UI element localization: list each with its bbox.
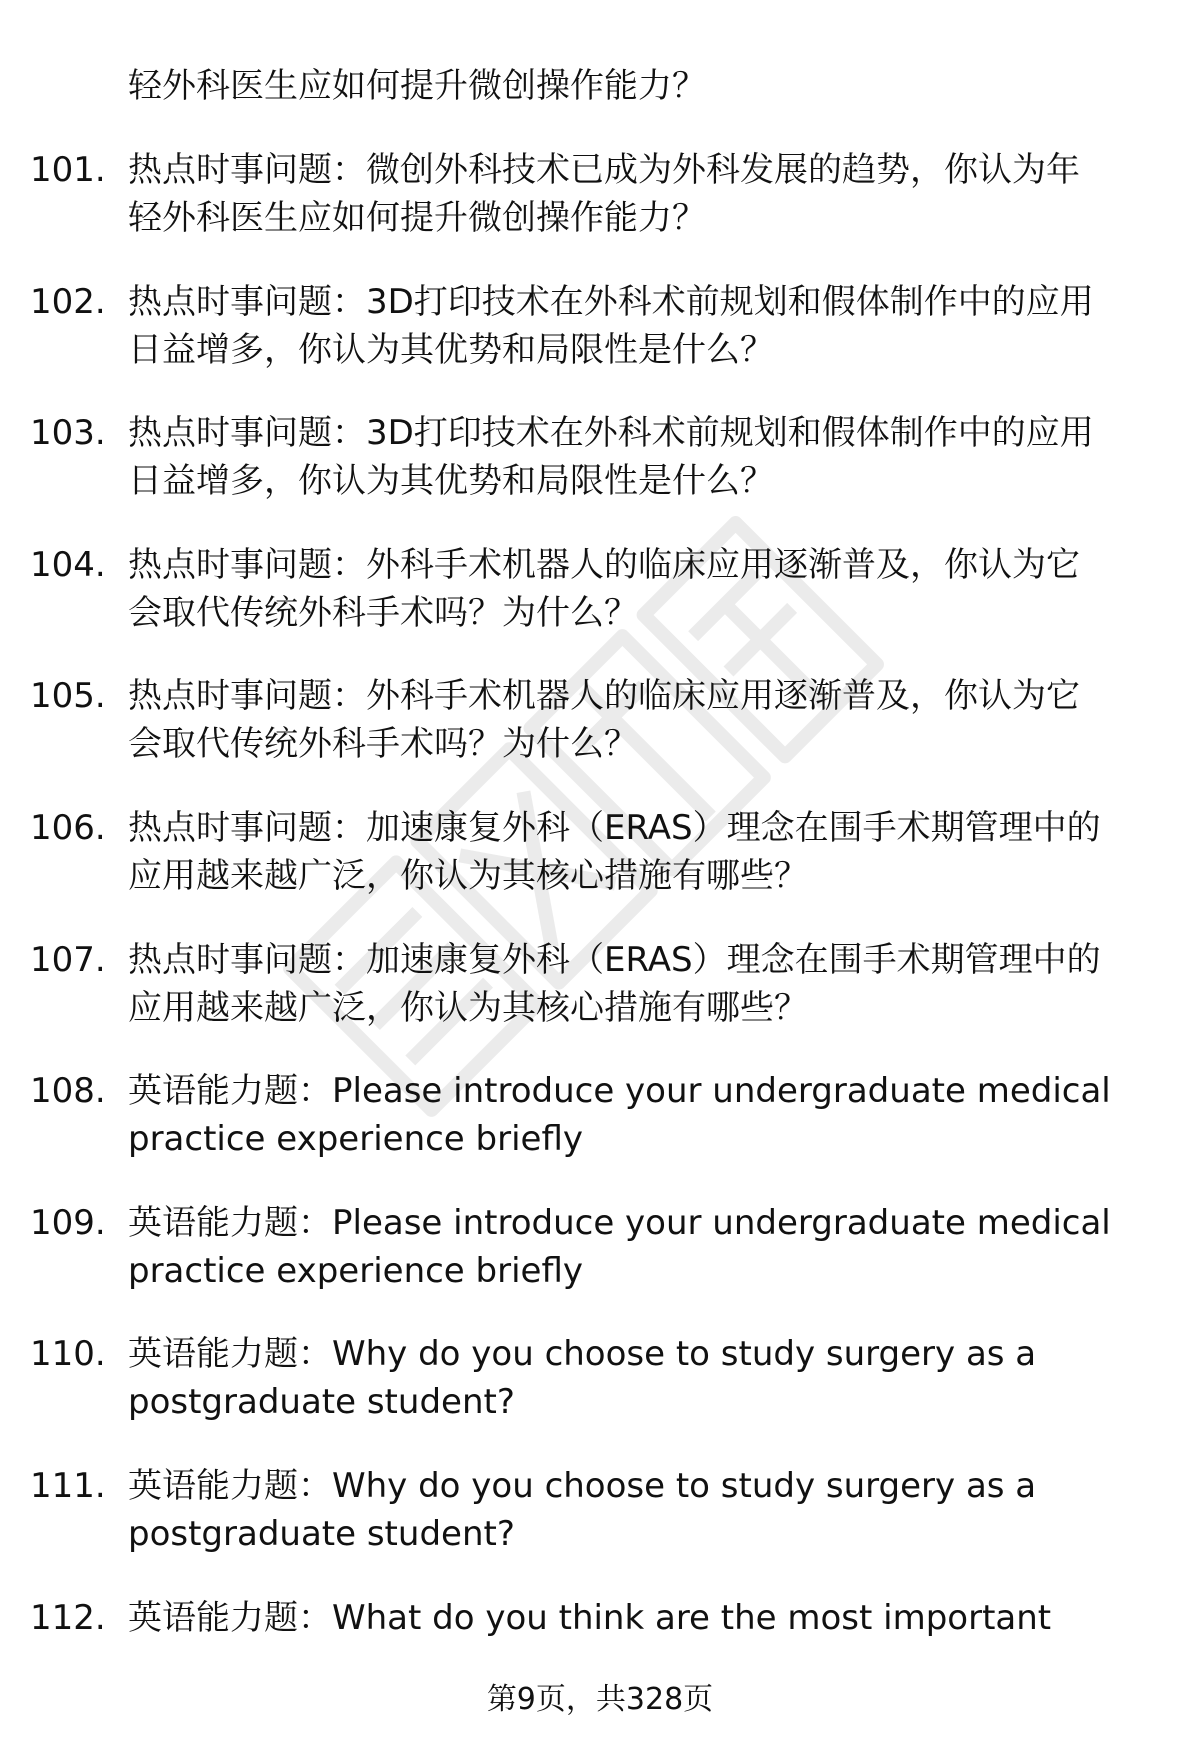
question-number: 105. — [30, 676, 106, 717]
question-text-line: 英语能力题：Please introduce your undergraduate medical — [128, 1071, 1111, 1112]
question-text-line: 会取代传统外科手术吗？为什么？ — [128, 592, 638, 633]
question-number: 104. — [30, 544, 106, 585]
question-list — [0, 146, 1200, 1725]
continuation-line: 轻外科医生应如何提升微创操作能力？ — [128, 66, 706, 106]
question-number: 103. — [30, 413, 106, 454]
question-text-line: 英语能力题：Please introduce your undergraduate medical — [128, 1202, 1111, 1243]
question-text-line: 英语能力题：Why do you choose to study surgery as a — [128, 1334, 1037, 1375]
question-number: 109. — [30, 1202, 106, 1243]
question-text-line: 日益增多，你认为其优势和局限性是什么？ — [128, 461, 774, 502]
question-text-line: postgraduate student? — [128, 1513, 515, 1554]
list-item — [0, 278, 1200, 410]
question-text-line: 热点时事问题：3D打印技术在外科术前规划和假体制作中的应用 — [128, 413, 1094, 454]
list-item — [0, 1067, 1200, 1199]
list-item — [0, 936, 1200, 1068]
question-text-line: 英语能力题：What do you think are the most important — [128, 1597, 1052, 1638]
question-text-line: 应用越来越广泛，你认为其核心措施有哪些？ — [128, 855, 808, 896]
question-text-line: 热点时事问题：微创外科技术已成为外科发展的趋势，你认为年 — [128, 150, 1080, 190]
list-item — [0, 1199, 1200, 1331]
list-item — [0, 409, 1200, 541]
question-number: 111. — [30, 1465, 106, 1506]
question-number: 102. — [30, 281, 106, 322]
list-item — [0, 1330, 1200, 1462]
question-text-line: 热点时事问题：3D打印技术在外科术前规划和假体制作中的应用 — [128, 281, 1094, 322]
question-text-line: 日益增多，你认为其优势和局限性是什么？ — [128, 329, 774, 370]
question-text-line: 热点时事问题：加速康复外科（ERAS）理念在围手术期管理中的 — [128, 807, 1101, 848]
question-text-line: 会取代传统外科手术吗？为什么？ — [128, 724, 638, 765]
page-footer: 第9页，共328页 — [486, 1682, 714, 1717]
question-text-line: 热点时事问题：外科手术机器人的临床应用逐渐普及，你认为它 — [128, 676, 1080, 717]
question-number: 108. — [30, 1071, 106, 1112]
question-text-line: 轻外科医生应如何提升微创操作能力？ — [128, 198, 706, 238]
question-number: 112. — [30, 1597, 106, 1638]
question-number: 106. — [30, 807, 106, 848]
question-text-line: 热点时事问题：加速康复外科（ERAS）理念在围手术期管理中的 — [128, 939, 1101, 980]
question-text-line: practice experience briefly — [128, 1250, 583, 1291]
question-text-line: postgraduate student? — [128, 1382, 515, 1423]
list-item — [0, 1462, 1200, 1594]
list-item — [0, 672, 1200, 804]
question-number: 101. — [30, 150, 106, 190]
list-item — [0, 541, 1200, 673]
question-text-line: practice experience briefly — [128, 1119, 583, 1160]
list-item — [0, 146, 1200, 278]
list-item — [0, 804, 1200, 936]
question-text-line: 英语能力题：Why do you choose to study surgery as a — [128, 1465, 1037, 1506]
question-number: 107. — [30, 939, 106, 980]
question-text-line: 应用越来越广泛，你认为其核心措施有哪些？ — [128, 987, 808, 1028]
question-text-line: 热点时事问题：外科手术机器人的临床应用逐渐普及，你认为它 — [128, 544, 1080, 585]
question-number: 110. — [30, 1334, 106, 1375]
